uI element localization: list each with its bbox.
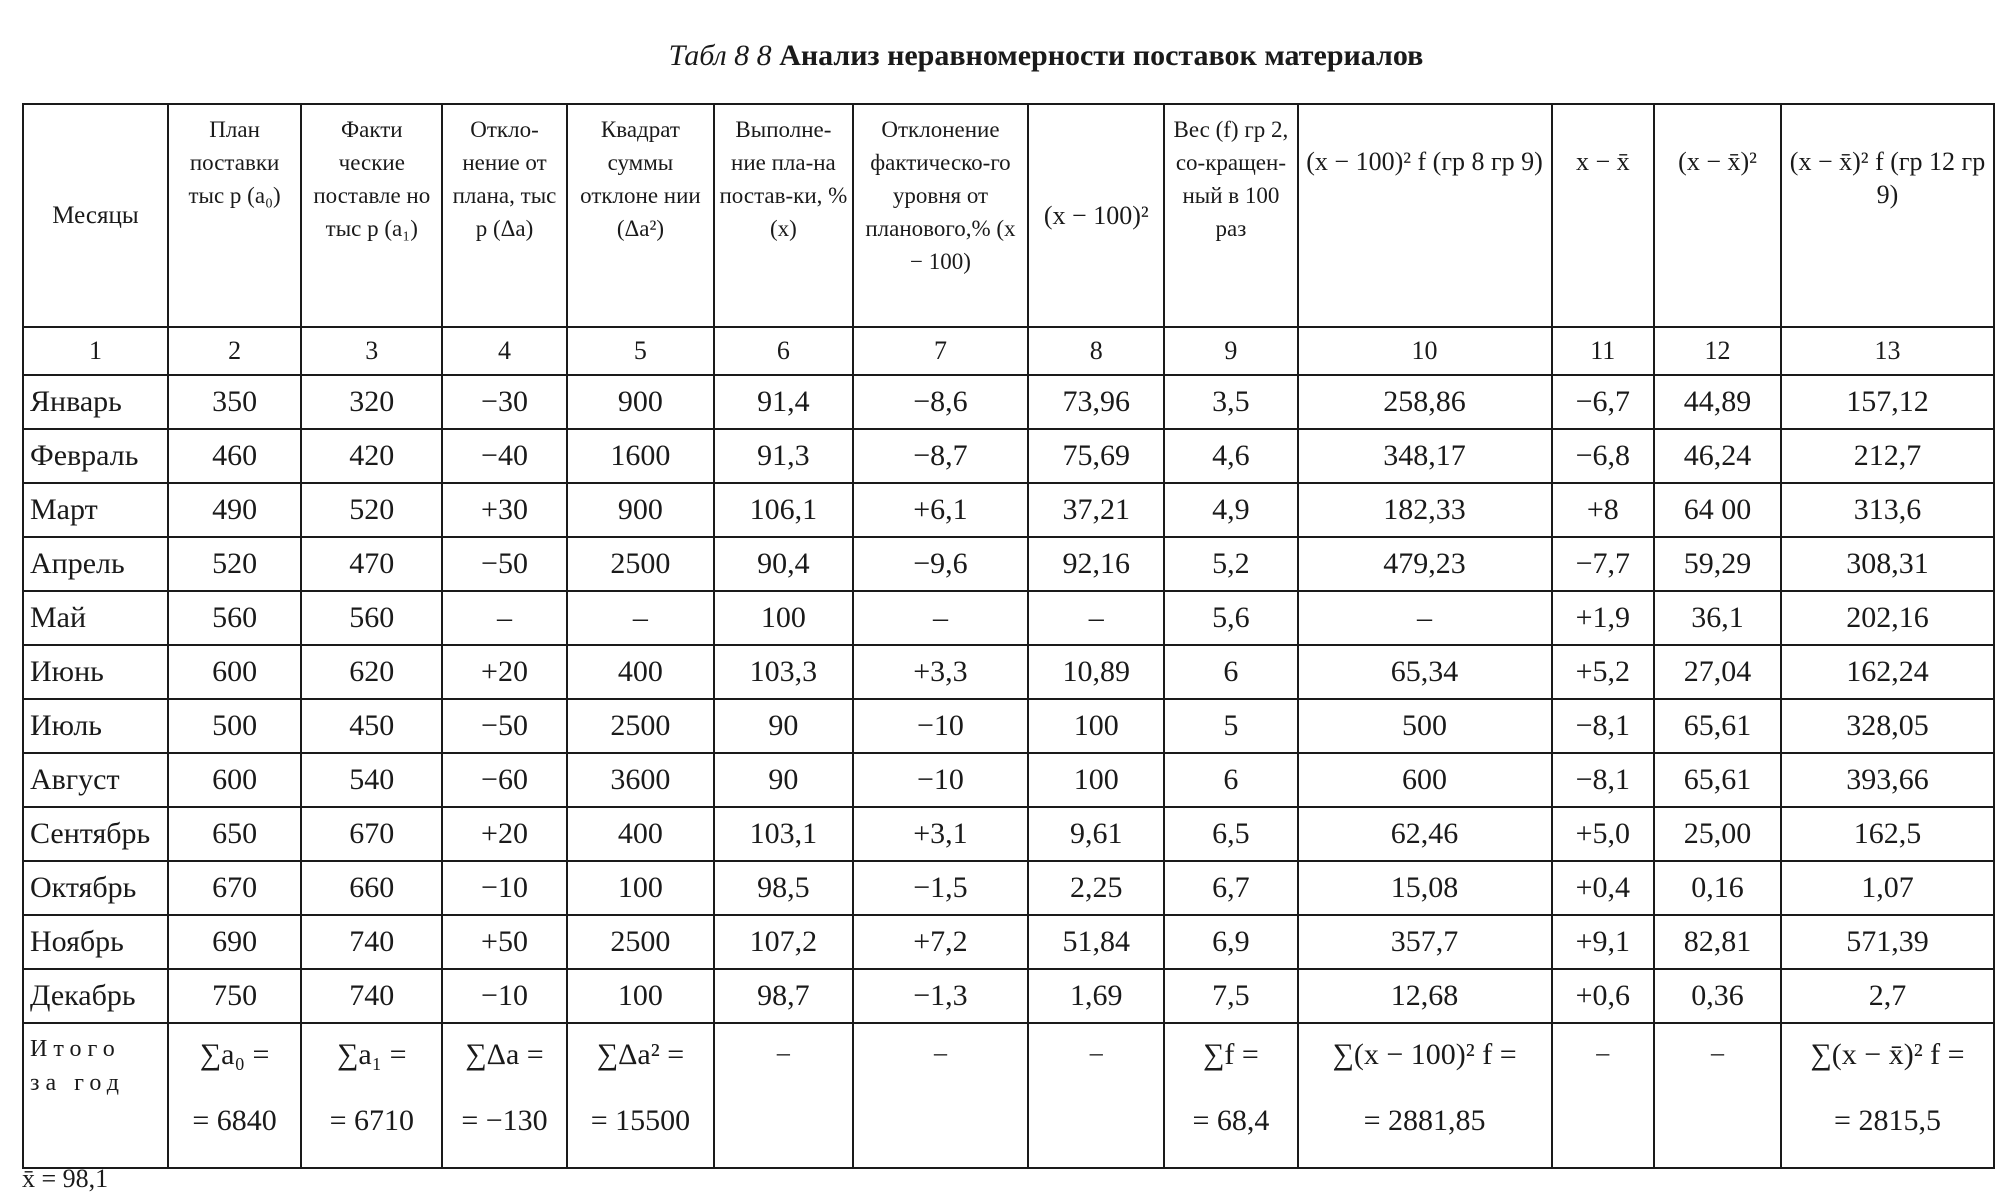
- value-cell-c3: 670: [301, 807, 442, 861]
- column-number: 5: [567, 327, 714, 375]
- value-cell-c4: −60: [442, 753, 566, 807]
- value-cell-c13: 393,66: [1781, 753, 1994, 807]
- value-cell-c5: 900: [567, 375, 714, 429]
- month-cell: Апрель: [23, 537, 168, 591]
- value-cell-c10: 500: [1298, 699, 1552, 753]
- value-cell-c8: 9,61: [1028, 807, 1164, 861]
- value-cell-c8: 1,69: [1028, 969, 1164, 1023]
- value-cell-c12: 65,61: [1654, 753, 1781, 807]
- value-cell-c10: 348,17: [1298, 429, 1552, 483]
- total-weighted-square: [1298, 1023, 1552, 1168]
- total-deviation: [442, 1023, 566, 1168]
- value-cell-c5: 3600: [567, 753, 714, 807]
- value-cell-c4: +30: [442, 483, 566, 537]
- total-col6: [714, 1023, 852, 1168]
- total-weight: [1164, 1023, 1297, 1168]
- value-cell-c5: 2500: [567, 915, 714, 969]
- value-cell-c11: +0,4: [1552, 861, 1655, 915]
- header-months: Месяцы: [23, 104, 168, 327]
- value-cell-c9: 5: [1164, 699, 1297, 753]
- total-label: Итого за год: [23, 1023, 168, 1168]
- value-cell-c9: 5,6: [1164, 591, 1297, 645]
- dash: –: [1711, 1038, 1725, 1067]
- value-cell-c2: 460: [168, 429, 301, 483]
- value-cell-c2: 750: [168, 969, 301, 1023]
- value-cell-c10: 62,46: [1298, 807, 1552, 861]
- total-actual-formula: ∑a₁ =: [336, 1038, 407, 1071]
- value-cell-c5: 100: [567, 969, 714, 1023]
- value-cell-c13: 2,7: [1781, 969, 1994, 1023]
- value-cell-c12: 82,81: [1654, 915, 1781, 969]
- value-cell-c11: +1,9: [1552, 591, 1655, 645]
- value-cell-c2: 560: [168, 591, 301, 645]
- value-cell-c7: −8,7: [853, 429, 1029, 483]
- value-cell-c5: 900: [567, 483, 714, 537]
- value-cell-c6: 98,5: [714, 861, 852, 915]
- value-cell-c8: 75,69: [1028, 429, 1164, 483]
- month-cell: Сентябрь: [23, 807, 168, 861]
- value-cell-c9: 6,9: [1164, 915, 1297, 969]
- month-cell: Март: [23, 483, 168, 537]
- total-weighted-mean-square-value: = 2815,5: [1834, 1104, 1941, 1137]
- value-cell-c5: 400: [567, 645, 714, 699]
- column-number: 1: [23, 327, 168, 375]
- value-cell-c3: 740: [301, 915, 442, 969]
- value-cell-c10: 357,7: [1298, 915, 1552, 969]
- value-cell-c7: +3,1: [853, 807, 1029, 861]
- total-weighted-mean-square-formula: ∑(x − x̄)² f =: [1810, 1038, 1965, 1071]
- value-cell-c9: 3,5: [1164, 375, 1297, 429]
- value-cell-c4: −40: [442, 429, 566, 483]
- column-number: 4: [442, 327, 566, 375]
- value-cell-c7: −1,3: [853, 969, 1029, 1023]
- value-cell-c8: 37,21: [1028, 483, 1164, 537]
- value-cell-c4: –: [442, 591, 566, 645]
- table-row: [23, 915, 1994, 969]
- total-plan-formula: ∑a₀ =: [199, 1038, 270, 1071]
- value-cell-c8: 92,16: [1028, 537, 1164, 591]
- supply-analysis-table: [22, 103, 1995, 1169]
- value-cell-c12: 46,24: [1654, 429, 1781, 483]
- month-cell: Август: [23, 753, 168, 807]
- value-cell-c2: 350: [168, 375, 301, 429]
- value-cell-c5: –: [567, 591, 714, 645]
- value-cell-c9: 6: [1164, 645, 1297, 699]
- value-cell-c6: 90: [714, 699, 852, 753]
- column-number-row: [23, 327, 1994, 375]
- table-row: [23, 537, 1994, 591]
- value-cell-c9: 7,5: [1164, 969, 1297, 1023]
- total-col12: [1654, 1023, 1781, 1168]
- value-cell-c3: 470: [301, 537, 442, 591]
- value-cell-c13: 162,5: [1781, 807, 1994, 861]
- value-cell-c7: +7,2: [853, 915, 1029, 969]
- value-cell-c11: −6,8: [1552, 429, 1655, 483]
- table-row: [23, 699, 1994, 753]
- value-cell-c8: –: [1028, 591, 1164, 645]
- value-cell-c9: 6,5: [1164, 807, 1297, 861]
- header-actual: Факти ческие поставле но тыс р (a₁): [301, 104, 442, 327]
- value-cell-c2: 650: [168, 807, 301, 861]
- total-weighted-square-value: = 2881,85: [1363, 1104, 1486, 1137]
- value-cell-c7: −10: [853, 753, 1029, 807]
- value-cell-c11: −8,1: [1552, 699, 1655, 753]
- value-cell-c8: 2,25: [1028, 861, 1164, 915]
- value-cell-c7: +3,3: [853, 645, 1029, 699]
- dash: –: [1089, 1038, 1103, 1067]
- column-number: 6: [714, 327, 852, 375]
- value-cell-c7: −9,6: [853, 537, 1029, 591]
- mean-footnote: x̄ = 98,1: [22, 1164, 109, 1193]
- value-cell-c6: 100: [714, 591, 852, 645]
- month-cell: Июнь: [23, 645, 168, 699]
- value-cell-c6: 98,7: [714, 969, 852, 1023]
- value-cell-c4: +50: [442, 915, 566, 969]
- value-cell-c13: 157,12: [1781, 375, 1994, 429]
- total-plan: [168, 1023, 301, 1168]
- header-plan-fulfillment: Выполне-ние пла-на постав-ки, % (x): [714, 104, 852, 327]
- header-weighted-mean-square: (x − x̄)² f (гр 12 гр 9): [1781, 104, 1994, 327]
- value-cell-c12: 25,00: [1654, 807, 1781, 861]
- value-cell-c12: 44,89: [1654, 375, 1781, 429]
- value-cell-c12: 27,04: [1654, 645, 1781, 699]
- value-cell-c3: 420: [301, 429, 442, 483]
- value-cell-c2: 500: [168, 699, 301, 753]
- table-row: [23, 807, 1994, 861]
- value-cell-c12: 36,1: [1654, 591, 1781, 645]
- total-deviation-value: = −130: [461, 1104, 548, 1137]
- value-cell-c7: −1,5: [853, 861, 1029, 915]
- total-col11: [1552, 1023, 1655, 1168]
- header-weight: Вес (f) гр 2, со-кращен-ный в 100 раз: [1164, 104, 1297, 327]
- column-number: 13: [1781, 327, 1994, 375]
- table-row: [23, 483, 1994, 537]
- value-cell-c6: 106,1: [714, 483, 852, 537]
- table-row: [23, 591, 1994, 645]
- value-cell-c11: +9,1: [1552, 915, 1655, 969]
- column-number: 9: [1164, 327, 1297, 375]
- value-cell-c6: 103,1: [714, 807, 852, 861]
- value-cell-c5: 100: [567, 861, 714, 915]
- value-cell-c13: 308,31: [1781, 537, 1994, 591]
- month-cell: Февраль: [23, 429, 168, 483]
- value-cell-c6: 90,4: [714, 537, 852, 591]
- header-plan: План поставки тыс р (a₀): [168, 104, 301, 327]
- value-cell-c9: 6: [1164, 753, 1297, 807]
- value-cell-c3: 520: [301, 483, 442, 537]
- table-row: [23, 375, 1994, 429]
- value-cell-c11: +0,6: [1552, 969, 1655, 1023]
- caption-title: Анализ неравномерности поставок материалов: [779, 39, 1424, 72]
- value-cell-c6: 107,2: [714, 915, 852, 969]
- value-cell-c9: 4,9: [1164, 483, 1297, 537]
- total-weight-value: = 68,4: [1192, 1104, 1270, 1137]
- value-cell-c11: −7,7: [1552, 537, 1655, 591]
- total-deviation-squared-formula: ∑Δa² =: [596, 1038, 685, 1071]
- value-cell-c2: 520: [168, 537, 301, 591]
- value-cell-c13: 571,39: [1781, 915, 1994, 969]
- value-cell-c11: +8: [1552, 483, 1655, 537]
- value-cell-c3: 620: [301, 645, 442, 699]
- value-cell-c5: 2500: [567, 699, 714, 753]
- value-cell-c12: 65,61: [1654, 699, 1781, 753]
- value-cell-c9: 4,6: [1164, 429, 1297, 483]
- header-x-minus-mean-squared: (x − x̄)²: [1654, 104, 1781, 327]
- table-row: [23, 645, 1994, 699]
- table-caption: [40, 36, 2012, 76]
- value-cell-c10: 182,33: [1298, 483, 1552, 537]
- value-cell-c8: 100: [1028, 699, 1164, 753]
- value-cell-c13: 162,24: [1781, 645, 1994, 699]
- table-row: [23, 753, 1994, 807]
- value-cell-c4: −50: [442, 537, 566, 591]
- value-cell-c8: 10,89: [1028, 645, 1164, 699]
- value-cell-c10: 15,08: [1298, 861, 1552, 915]
- value-cell-c13: 313,6: [1781, 483, 1994, 537]
- value-cell-c13: 212,7: [1781, 429, 1994, 483]
- month-cell: Ноябрь: [23, 915, 168, 969]
- total-col7: [853, 1023, 1029, 1168]
- value-cell-c6: 91,4: [714, 375, 852, 429]
- header-deviation-squared: Квадрат суммы отклоне нии (Δa²): [567, 104, 714, 327]
- total-actual: [301, 1023, 442, 1168]
- value-cell-c10: 65,34: [1298, 645, 1552, 699]
- value-cell-c3: 740: [301, 969, 442, 1023]
- value-cell-c5: 2500: [567, 537, 714, 591]
- value-cell-c11: +5,2: [1552, 645, 1655, 699]
- dash: –: [1596, 1038, 1610, 1067]
- value-cell-c10: 600: [1298, 753, 1552, 807]
- value-cell-c4: +20: [442, 645, 566, 699]
- header-row: [23, 104, 1994, 327]
- total-row: [23, 1023, 1994, 1168]
- column-number: 8: [1028, 327, 1164, 375]
- total-weighted-square-formula: ∑(x − 100)² f =: [1332, 1038, 1517, 1071]
- value-cell-c3: 540: [301, 753, 442, 807]
- value-cell-c4: +20: [442, 807, 566, 861]
- value-cell-c13: 1,07: [1781, 861, 1994, 915]
- table-row: [23, 969, 1994, 1023]
- value-cell-c2: 600: [168, 753, 301, 807]
- month-cell: Май: [23, 591, 168, 645]
- month-cell: Декабрь: [23, 969, 168, 1023]
- value-cell-c12: 0,16: [1654, 861, 1781, 915]
- value-cell-c7: −8,6: [853, 375, 1029, 429]
- dash: –: [933, 1038, 947, 1067]
- column-number: 11: [1552, 327, 1655, 375]
- value-cell-c2: 600: [168, 645, 301, 699]
- value-cell-c4: −50: [442, 699, 566, 753]
- value-cell-c5: 400: [567, 807, 714, 861]
- header-weighted-square: (x − 100)² f (гр 8 гр 9): [1298, 104, 1552, 327]
- value-cell-c2: 490: [168, 483, 301, 537]
- value-cell-c3: 320: [301, 375, 442, 429]
- value-cell-c11: +5,0: [1552, 807, 1655, 861]
- value-cell-c4: −10: [442, 861, 566, 915]
- value-cell-c2: 690: [168, 915, 301, 969]
- column-number: 3: [301, 327, 442, 375]
- value-cell-c13: 328,05: [1781, 699, 1994, 753]
- value-cell-c3: 660: [301, 861, 442, 915]
- header-level-deviation: Отклонение фактическо-го уровня от планового,% (x − 100): [853, 104, 1029, 327]
- column-number: 2: [168, 327, 301, 375]
- value-cell-c6: 103,3: [714, 645, 852, 699]
- value-cell-c3: 560: [301, 591, 442, 645]
- header-deviation: Откло-нение от плана, тыс р (Δa): [442, 104, 566, 327]
- total-weight-formula: ∑f =: [1203, 1038, 1259, 1071]
- value-cell-c10: 258,86: [1298, 375, 1552, 429]
- total-col8: [1028, 1023, 1164, 1168]
- total-plan-value: = 6840: [192, 1104, 277, 1137]
- month-cell: Январь: [23, 375, 168, 429]
- value-cell-c11: −6,7: [1552, 375, 1655, 429]
- total-actual-value: = 6710: [329, 1104, 414, 1137]
- column-number: 10: [1298, 327, 1552, 375]
- total-deviation-squared-value: = 15500: [590, 1104, 691, 1137]
- value-cell-c9: 5,2: [1164, 537, 1297, 591]
- header-x-minus-100-squared: (x − 100)²: [1028, 104, 1164, 327]
- table-row: [23, 429, 1994, 483]
- total-deviation-squared: [567, 1023, 714, 1168]
- value-cell-c3: 450: [301, 699, 442, 753]
- value-cell-c6: 90: [714, 753, 852, 807]
- value-cell-c10: 12,68: [1298, 969, 1552, 1023]
- column-number: 12: [1654, 327, 1781, 375]
- value-cell-c8: 73,96: [1028, 375, 1164, 429]
- total-deviation-formula: ∑Δa =: [465, 1038, 544, 1071]
- value-cell-c4: −10: [442, 969, 566, 1023]
- value-cell-c11: −8,1: [1552, 753, 1655, 807]
- month-cell: Июль: [23, 699, 168, 753]
- caption-label: Табл 8 8: [668, 39, 772, 72]
- header-x-minus-mean: x − x̄: [1552, 104, 1655, 327]
- value-cell-c10: 479,23: [1298, 537, 1552, 591]
- dash: –: [776, 1038, 790, 1067]
- value-cell-c12: 59,29: [1654, 537, 1781, 591]
- value-cell-c13: 202,16: [1781, 591, 1994, 645]
- value-cell-c6: 91,3: [714, 429, 852, 483]
- column-number: 7: [853, 327, 1029, 375]
- month-cell: Октябрь: [23, 861, 168, 915]
- value-cell-c12: 64 00: [1654, 483, 1781, 537]
- value-cell-c7: –: [853, 591, 1029, 645]
- total-weighted-mean-square: [1781, 1023, 1994, 1168]
- value-cell-c9: 6,7: [1164, 861, 1297, 915]
- value-cell-c12: 0,36: [1654, 969, 1781, 1023]
- value-cell-c2: 670: [168, 861, 301, 915]
- value-cell-c7: −10: [853, 699, 1029, 753]
- value-cell-c10: –: [1298, 591, 1552, 645]
- value-cell-c4: −30: [442, 375, 566, 429]
- value-cell-c8: 100: [1028, 753, 1164, 807]
- value-cell-c7: +6,1: [853, 483, 1029, 537]
- value-cell-c5: 1600: [567, 429, 714, 483]
- table-row: [23, 861, 1994, 915]
- value-cell-c8: 51,84: [1028, 915, 1164, 969]
